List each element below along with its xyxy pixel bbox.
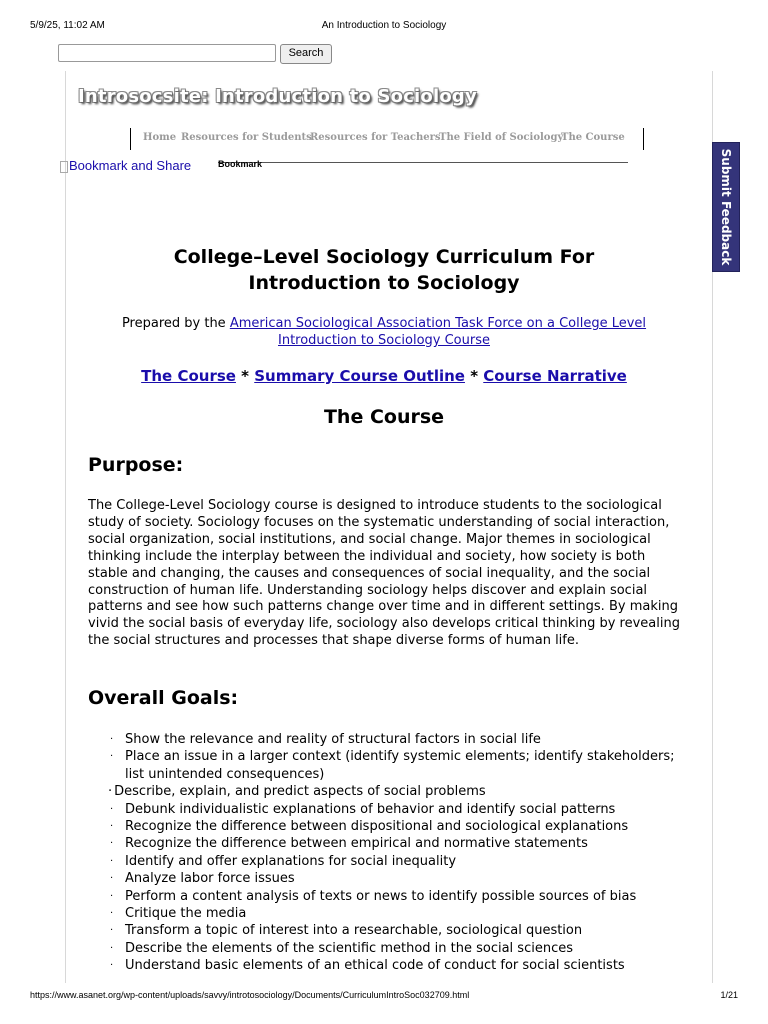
search-input[interactable] [58, 44, 276, 62]
page-title-line-1: College–Level Sociology Curriculum For [173, 246, 595, 268]
bullet-icon: · [110, 838, 114, 850]
print-footer [30, 990, 738, 1004]
bookmark-share-alt: Bookmark and Share [69, 158, 192, 173]
nav-resources-teachers[interactable]: Resources for Teachers [310, 132, 441, 143]
goal-text: Debunk individualistic explanations of behavior and identify social patterns [125, 801, 616, 817]
search-button[interactable]: Search [280, 44, 332, 64]
the-course-link[interactable]: The Course [141, 367, 236, 385]
course-heading: The Course [323, 406, 445, 428]
list-item [110, 870, 690, 887]
section-links [100, 366, 668, 386]
nav-the-course[interactable]: The Course [561, 132, 625, 143]
section-separator: * [235, 367, 255, 385]
goals-heading: Overall Goals: [88, 687, 239, 709]
print-url: https://www.asanet.org/wp-content/uploads/savvy/introtosociology/Documents/CurriculumIntroSoc032709.html [30, 990, 470, 1000]
purpose-heading: Purpose: [88, 454, 184, 476]
goal-text: Recognize the difference between empirical and normative statements [125, 836, 588, 852]
bullet-icon: · [110, 855, 114, 867]
page-title-line-2: Introduction to Sociology [248, 272, 520, 294]
goal-text: Perform a content analysis of texts or news to identify possible sources of bias [125, 888, 637, 904]
bullet-icon: · [110, 890, 114, 902]
bullet-icon: · [110, 942, 114, 954]
nav-field-of-sociology[interactable]: The Field of Sociology [439, 132, 564, 143]
nav-bar [130, 128, 644, 150]
list-item [110, 922, 690, 939]
submit-feedback-tab[interactable] [712, 142, 740, 272]
bookmark-share-image[interactable] [60, 158, 191, 173]
goal-text: Describe the elements of the scientific method in the social sciences [125, 940, 573, 956]
purpose-paragraph: The College-Level Sociology course is designed to introduce students to the sociological study of society. Sociology focuses on the systematic understanding of social interaction, social organization, social institutions, and social change. Major themes in sociological thinking include the interplay between the individual and society, how society is both stable and changing, the causes and consequences of social inequality, and the social construction of human life. Understanding sociology helps discover and explain social patterns and see how such patterns change over time and in different settings. By making vivid the social basis of everyday life, sociology also develops critical thinking by revealing the social structures and processes that shape diverse forms of human life. [88, 498, 680, 649]
task-force-link[interactable]: American Sociological Association Task Force on a College Level Introduction to Sociology Course [229, 316, 647, 348]
print-header [30, 20, 738, 34]
bullet-icon: · [110, 734, 114, 745]
bullet-icon: · [110, 908, 114, 920]
bullet-icon: · [110, 803, 114, 815]
goal-text: Recognize the difference between dispositional and sociological explanations [125, 819, 629, 835]
list-item [110, 835, 690, 852]
bullet-icon: · [110, 960, 114, 972]
list-item [110, 748, 690, 783]
goal-text: Show the relevance and reality of structural factors in social life [125, 732, 541, 747]
list-item [110, 731, 690, 748]
nav-resources-students[interactable]: Resources for Students [181, 132, 312, 143]
goals-list [110, 731, 690, 975]
bullet-icon: · [108, 784, 113, 800]
print-title: An Introduction to Sociology [321, 20, 447, 31]
summary-outline-link[interactable]: Summary Course Outline [254, 367, 465, 385]
bullet-icon: · [110, 751, 114, 763]
goal-text: Critique the media [125, 906, 247, 922]
list-item [110, 801, 690, 818]
list-item [110, 957, 690, 974]
list-item [110, 888, 690, 905]
bullet-icon: · [110, 925, 114, 937]
list-item [108, 783, 690, 800]
course-narrative-link[interactable]: Course Narrative [483, 367, 627, 385]
section-separator: * [464, 367, 484, 385]
list-item [110, 940, 690, 957]
goal-text: Transform a topic of interest into a researchable, sociological question [125, 923, 583, 939]
goal-text: Analyze labor force issues [125, 871, 295, 887]
goal-text: Describe, explain, and predict aspects of social problems [114, 784, 486, 800]
broken-image-icon [60, 161, 68, 173]
prepared-by-prefix: Prepared by the [121, 316, 230, 331]
list-item [110, 818, 690, 835]
nav-home[interactable]: Home [143, 132, 177, 143]
goal-text: Identify and offer explanations for social inequality [125, 853, 457, 869]
bookmark-label[interactable]: Bookmark [218, 159, 263, 169]
list-item [110, 853, 690, 870]
print-date: 5/9/25, 11:02 AM [30, 20, 105, 31]
bullet-icon: · [110, 821, 114, 833]
submit-feedback-label: Submit Feedback [719, 148, 733, 266]
goal-text: Understand basic elements of an ethical code of conduct for social scientists [125, 958, 625, 974]
print-page-number: 1/21 [720, 990, 738, 1000]
site-title[interactable]: Introsocsite: Introduction to Sociology [78, 86, 477, 107]
bullet-icon: · [110, 873, 114, 885]
prepared-by [100, 315, 668, 349]
list-item [110, 905, 690, 922]
page-title [100, 244, 668, 296]
goal-text: Place an issue in a larger context (identify systemic elements; identify stakeholders; list unintended consequences) [125, 749, 675, 782]
nav-divider [218, 162, 628, 163]
